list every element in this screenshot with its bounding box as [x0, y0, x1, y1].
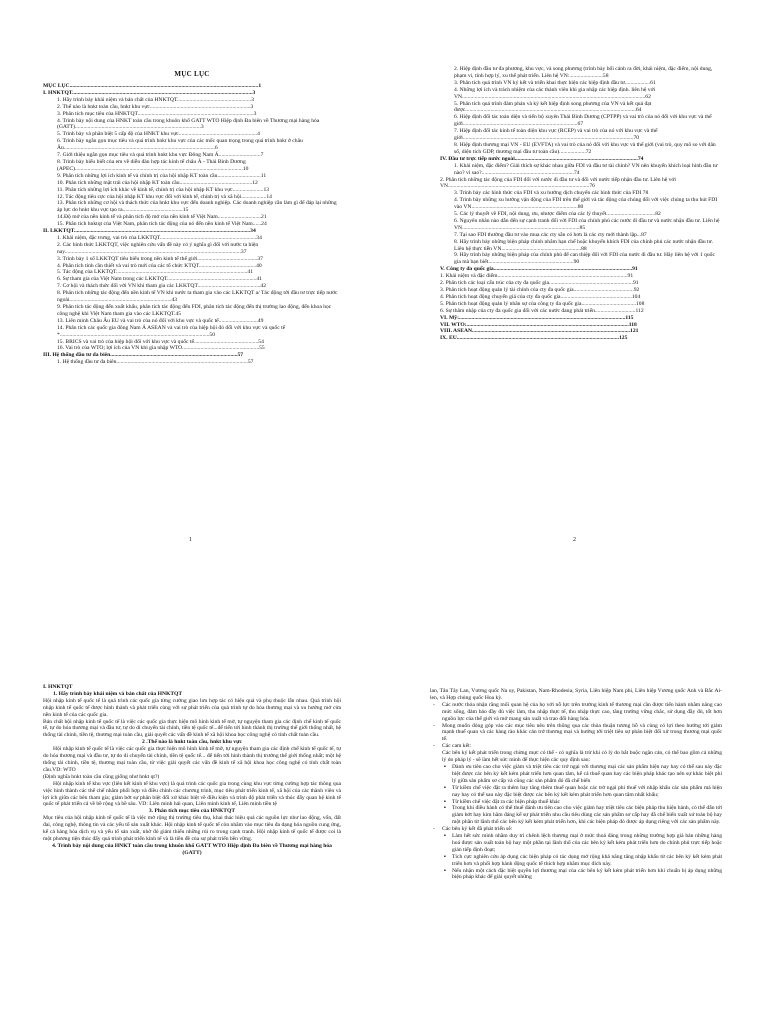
toc-entry[interactable]: 15. Phân tích hnktqt của Việt Nam, phân tích tác động của nó đến nền kinh tế Việt Nam......24	[57, 221, 267, 228]
toc-entry[interactable]: V. Công ty đa quốc gia...................................................................................................91	[440, 266, 638, 273]
toc-entry[interactable]: 6. Sự thâm nhập của cty đa quốc gia đối với các nước đang phát triển.............................112	[440, 307, 644, 314]
body-paragraph	[430, 750, 722, 764]
toc-entry[interactable]: 8. Phân tích những tác động đến nền kinh tế VN khi nước ta tham gia vào các LKKTQT a/ Tác động tới đầu tư trực tiếp nước ngoài.........................................................................43	[57, 290, 338, 304]
toc-entry[interactable]: 10. Phân tích những mặt trái của hội nhập KT toàn cầu....................................................12	[57, 179, 258, 186]
toc-entry[interactable]: 2. Hiệp định đầu tư đa phương, khu vực, và song phương (trình bày bối cảnh ra đời, khái niệm, đặc điểm, nội dung, phạm vi, tính hợp lý, xu thế phát triển. Liên hệ VN:........................58	[454, 66, 713, 79]
bullet-icon: ▪	[444, 784, 446, 791]
paragraph-text: Hội nhập kinh tế khu vực (liên kết kinh tế khu vực) là quá trình các quốc gia trong cùng khu vực từng cường hợp tác thông qua việc hình thành các thể chế nhằm phối hợp và điều chỉnh các chương trình, mục tiêu phát triển kinh tế, xã hội của các thành viên và lợi ích giữa các bên tham gia; giảm bớt sự phân biệt đối xử khác biệt về điều kiện và trình độ phát triển và thúc đẩy quan hệ kinh tế quốc tế phát triển cả về bề rộng và bề sâu. VD: Liên minh hải quan, Liên minh kinh tế, Liên minh tiền tệ	[43, 780, 341, 808]
toc-title: MỤC LỤC	[174, 70, 210, 78]
paragraph-text: 2 .Thế nào là hnkt toàn cầu, hnkt khu vực	[142, 739, 242, 746]
toc-entry[interactable]: 1. Khái niệm và đặc điểm.............................................................................................91	[440, 273, 634, 280]
toc-entry[interactable]: 2. Phân tích những tác động của FDI đối với nước đi đầu tư và đối với nước tiếp nhận đầu tư. Liên hệ với VN.....................................................................................................76	[440, 176, 676, 190]
toc-entry[interactable]: 8. Hiệp định thương mại VN - EU (EVFTA) và vai trò của nó đối với khu vực và thế giới (vai trò, quy mô so với dân số, diện tích GDP, thương mại đầu tư toàn cầu)...................72	[454, 141, 716, 155]
toc-entry[interactable]: 1. Khái niệm, đặc trưng, vai trò của LKKTQT.....................................................................34	[57, 234, 262, 241]
paragraph-text: Các bên ký kết phát triển trong chừng mực có thể - có nghĩa là trừ khi có lý do bắt buộc ngăn cản, có thể bao gồm cả những lý do pháp lý - sẽ làm hết sức mình để thực hiện các quy định sau:	[442, 750, 722, 764]
toc-entry[interactable]: 7. Tại sao FDI thường đầu tư vào mua các cty sẵn có hơn là các cty mới thành lập...87	[454, 231, 647, 238]
toc-entry[interactable]: 13. Liên minh Châu Âu EU và vai trò của nó đối với khu vực và quốc tế............................49	[57, 317, 264, 324]
paragraph-text: Mong muốn đóng góp vào các mục tiêu nêu trên thông qua các thỏa thuận tương hỗ và cùng có lợi theo hướng tới giảm mạnh thuế quan và các hàng rào khác cản trở thương mại và hướng tới triệt tiêu sự phân biệt đối xử trong thương mại quốc tế.	[442, 722, 722, 743]
toc-entry[interactable]: 5. Phân tích quá trình đàm phán và ký kết hiệp định song phương của VN và kết quả đạt được..........................................................................................................................64	[454, 100, 652, 114]
paragraph-text: Dành ưu tiên cao cho việc giảm và triệt tiêu các trở ngại với thương mại các sản phẩm hiện nay hay có thể sau này đặc biệt được các bên ký kết kém phát triển hơn quan tâm, kể cả thuế quan hay các biện pháp khác tạo nên sự khác biệt phi lý giữa sản phẩm sơ cấp và cũng các sản phẩm đó đã chế biến	[452, 763, 722, 784]
content-page-4	[430, 688, 722, 1024]
toc-entry[interactable]: VI. Mỹ:.......................................................................................................................115	[440, 314, 634, 321]
toc-entry[interactable]: 14. Phân tích các quốc gia đông Nam Á ASEAN và vai trò của hiệp hội đó đối với khu vực và quốc tế *...........................................................................................................50	[57, 324, 286, 338]
toc-entry[interactable]: 15. BRICS và vai trò của hiệp hội đối với khu vực và quốc tế..............................................54	[57, 338, 264, 345]
toc-entry[interactable]: 8. Hãy trình bày những biện pháp chính nhằm hạn chế hoặc khuyến khích FDI của chính phủ các nước nhận đầu tư. Liên hệ thực tiễn VN.........................................................88	[454, 238, 714, 252]
bullet-icon: ▪	[444, 798, 446, 805]
bullet-icon: ▪	[444, 805, 446, 812]
toc-entry[interactable]: 11. Phân tích những lợi ích khác về kinh tế, chính trị của hội nhập KT khu vực......................13	[57, 186, 270, 193]
paragraph-text: Từ kiềm chế việc đặt ra thêm hay tăng thêm thuế quan hoặc các trở ngại phi thuế với nhập khẩu các sản phẩm mà hiện nay hay có thể sau này đặc biệt được các bên ký kết kém phát triển hơn quan tâm nhất khẩu;	[452, 784, 722, 798]
body-paragraph	[43, 746, 341, 774]
toc-entry[interactable]: 13. Phân tích những cơ hội và thách thức của hnkt khu vực đến doanh nghiệp. Các doanh nghiệp cần làm gì để đáp lại những áp lực do hnkt khu vực tạo ra...........................................15	[57, 200, 337, 214]
toc-entry[interactable]: 3. Trình bày các hình thức của FDI và xu hướng dịch chuyển các hình thức của FDI 78	[454, 190, 649, 197]
body-paragraph	[430, 854, 722, 868]
page-number-2: 2	[573, 537, 576, 543]
body-paragraph	[430, 868, 722, 882]
toc-entry[interactable]: 5. Tác động của LKKTQT..............................................................................................41	[57, 269, 254, 276]
body-paragraph	[43, 684, 341, 691]
bullet-icon: -	[433, 722, 435, 729]
toc-entry[interactable]: 6. Trình bày ngắn gọn mục tiêu và quá trình hnkt khu vực của các mốc quan trọng trong quá trình hnkt ở châu Âu............................................................................................................6	[57, 138, 303, 152]
toc-entry[interactable]: 9. Hãy trình bày những biện pháp của chính phủ để can thiệp đối với FDI của nước đi đầu tư. Hãy liên hệ với 1 quốc gia mà bạn biết.............................................................90	[454, 252, 715, 266]
body-paragraph	[430, 688, 722, 702]
body-paragraph	[43, 719, 341, 740]
body-paragraph	[43, 691, 341, 698]
page-number-1: 1	[189, 537, 192, 543]
toc-entry[interactable]: 3. Phân tích mục tiêu của HNKTQT...................................................................................3	[57, 110, 257, 117]
content-page-3	[43, 684, 341, 1024]
content-body	[43, 684, 341, 857]
toc-entry[interactable]: 2. Phân tích các loại cấu trúc của cty đa quốc gia............................................................91	[440, 280, 639, 287]
toc-entry[interactable]: 7. Giới thiệu ngắn gọn mục tiêu và quá trình hnkt khu vực Đông Nam Á..............................7	[57, 152, 264, 159]
toc-entry[interactable]: 5. Trình bày và phân biệt 5 cấp độ của HNKT khu vực........................................................4	[57, 131, 260, 138]
paragraph-text: Trong khi điều hành có thể thuế đánh ưu tiên cao cho việc giảm hay triệt tiêu các biện pháp thu hiện hành, có thể dẫn tới giảm bớt hay kìm hãm đáng kể sự phát triển nhu cầu tiêu dùng các sản phẩm sơ cấp hay đã chế biến xuất xứ toàn bộ hay một phần từ lãnh thổ các bên ký kết kém phát triển hơn, khi các biện pháp đó được áp dụng riêng với các sản phẩm này.	[452, 805, 722, 826]
toc-entry[interactable]: 4. Phân tích tính cần thiết và vai trò mới của các tổ chức KTQT.........................................40	[57, 262, 262, 269]
toc-entry[interactable]: III. Hệ thống đầu tư đa biên...........................................................................................57	[43, 352, 244, 359]
body-paragraph	[430, 702, 722, 723]
toc-entry[interactable]: I. HNKTQT.................................................................................................................................3	[43, 89, 256, 96]
paragraph-text: I. HNKTQT	[43, 684, 73, 690]
toc-entry[interactable]: 6. Hiệp định đối tác toàn diện và tiến bộ xuyên Thái Bình Dương (CPTPP) và vai trò của nó đối với khu vực và thế giới..................................................................................67	[454, 114, 712, 128]
toc-entry[interactable]: 7. Cơ hội và thách thức đối với VN khi tham gia các LKKTQT.............................................42	[57, 283, 266, 290]
body-paragraph	[430, 805, 722, 826]
paragraph-text: Nếu nhận một cách đặc biệt quyền lợi thương mại của các bên ký kết kém phát triển hơn khi chuẩn bị áp dụng những biện pháp khác để giải quyết những	[452, 867, 722, 881]
paragraph-text: Hội nhập kinh tế quốc tế là việc các quốc gia thực hiện mô hình kinh tế mở, tự nguyện tham gia các định chế kinh tế quốc tế, tự do hóa thương mại và đầu tư, tự do di chuyển tài chính, tiền tệ quốc tế... để tiến tới hình thành thị trường thế giới thống nhất; một hệ thống tài chính, tiền tệ, thương mại toàn cầu, từ việc giải quyết các vấn đề kinh tế xã hội khoa học công nghệ có tính chất toàn cầu.VD: WTO	[43, 746, 341, 773]
toc-entry[interactable]: II. LKKTQT..............................................................................................................................34	[43, 228, 256, 235]
toc-entry[interactable]: 2. Thế nào là hnkt toàn cầu, hnkt khu vực........................................................................3	[57, 103, 254, 110]
body-paragraph	[43, 698, 341, 719]
toc-page-1	[43, 66, 341, 536]
toc-entry[interactable]: 4. Trình bày nội dung của HNKT toàn cầu trong khuôn khổ GATT WTO Hiệp định Đa biên về Thương mại hàng hóa (GATT)..........................................................................................3	[57, 117, 320, 131]
toc-entry[interactable]: 2. Các hình thức LKKTQT, việc nghiên cứu vấn đề này có ý nghĩa gì đối với nước ta hiện nay..............................................................................................................................37	[57, 241, 259, 255]
body-paragraph	[430, 764, 722, 785]
body-paragraph	[430, 723, 722, 744]
toc-entry[interactable]: 6. Sự tham gia của Việt Nam trong các LKKTQT................................................................41	[57, 276, 263, 283]
toc-entry[interactable]: VIII. ASEAN.................................................................................................................121	[440, 328, 639, 335]
paragraph-text: Tích cực nghiên cứu áp dụng các biện pháp có tác dụng mở rộng khả năng tăng nhập khẩu từ các bên ký kết kém phát triển hơn và phối hợp hành động quốc tế thích hợp nhằm mục đích này.	[452, 853, 722, 867]
toc-entry[interactable]: 3. Phân tích quá trình VN ký kết và triển khai thực hiện các hiệp định đầu tư..................61	[454, 79, 656, 86]
paragraph-text: Các cam kết:	[442, 743, 472, 750]
body-paragraph	[430, 833, 722, 854]
bullet-icon: -	[433, 826, 435, 833]
paragraph-text: 1. Hãy trình bày khái niệm và bản chất của HNKTQT	[53, 690, 183, 697]
toc-entry[interactable]: 6. Nguyên nhân nào dẫn đến sự cạnh tranh đối với FDI của chính phủ các nước đi đầu tư và nước nhận đầu tư. Liên hệ VN....................................................................................85	[454, 217, 720, 231]
body-paragraph	[43, 774, 341, 781]
paragraph-text: Bản chất hội nhập kinh tế quốc tế là việc các quốc gia thực hiện mô hình kinh tế mở, tự nguyện tham gia các định chế kinh tế quốc tế, tự do hóa thương mại và đầu tư, tự do di chuyển tài chính, tiền tệ quốc tế...để tiến tới hình thành thị trường thế giới thống nhất, hệ thống tài chính, tiền tệ, thương mại toàn cầu, giải quyết các vấn đề kinh tế xã hội khoa học công nghệ có tính chất toàn cầu.	[43, 718, 341, 739]
toc-entry[interactable]: 5. Phân tích hoạt động quản lý nhân sự của công ty đa quốc gia.......................................108	[440, 300, 645, 307]
toc-list	[440, 66, 722, 342]
body-paragraph	[430, 826, 722, 833]
toc-entry[interactable]: 16. Vai trò của WTO; lợi ích của VN khi gia nhập WTO.......................................................55	[57, 345, 265, 352]
paragraph-text: Các nước thỏa nhận rằng mối quan hệ của họ với nỗ lực trên trường kinh tế thương mại cần được tiến hành nhằm nâng cao mức sống, đảm bảo đầy đủ việc làm, thu nhập thực tế, thu nhập thực cao, tăng trưởng vững chắc, sử dụng đầy đủ, tốt hơn nguồn lực của thế giới và mở mang sản xuất và trao đổi hàng hóa.	[442, 701, 722, 722]
bullet-icon: ▪	[444, 833, 446, 840]
bullet-icon: ▪	[444, 867, 446, 874]
toc-entry[interactable]: IV. Đầu tư trực tiếp nước ngoài........................................................................................74	[440, 155, 644, 162]
toc-entry[interactable]: MỤC LỤC.......................................................................................................................................1	[43, 83, 262, 89]
toc-entry[interactable]: 4. Những lợi ích và trách nhiệm của các thành viên khi gia nhập các hiệp định. liên hệ với VN...................................................................................................................................62	[454, 86, 656, 100]
toc-entry[interactable]: 8. Trình bày hiểu biết của em về diễn đàn hợp tác kinh tế châu Á - Thái Bình Dương (APEC)........................................................................................................................10	[57, 158, 249, 172]
body-paragraph	[43, 843, 341, 857]
paragraph-text: (Định nghĩa hnkt toàn cầu cũng giống như hnkt qt?)	[43, 773, 160, 780]
toc-page-2	[440, 66, 722, 536]
paragraph-text: 3. Phân tích mục tiêu của HNKTQT	[148, 808, 236, 815]
toc-entry[interactable]: IX. EU....................................................................................................................125	[440, 335, 628, 342]
paragraph-text: Hội nhập kinh tế quốc tế là quá trình các quốc gia từng cường giao lưu hợp tác có hiệu quả và phụ thuộc lẫn nhau. Quá trình hội nhập kinh tế quốc tế được hình thành và phát triển cùng với sự phát triển của quá trình tự do hóa thương mại và xu hướng mở cửa nền kinh tế của các quốc gia.	[43, 697, 341, 718]
toc-entry[interactable]: 3. Phân tích hoạt động quản lý tài chính của cty đa quốc gia...........................................92	[440, 287, 640, 293]
toc-entry[interactable]: 1. Hệ thống đầu tư đa biên..............................................................................................57	[57, 359, 254, 366]
paragraph-text: Từ kiềm chế việc đặt ra các biện pháp thuế khác	[452, 798, 561, 805]
toc-list	[43, 83, 341, 366]
toc-entry[interactable]: 1. Hãy trình bày khái niệm và bản chất của HNKTQT.....................................................3	[57, 96, 254, 103]
body-paragraph	[43, 781, 341, 809]
content-body	[430, 688, 722, 881]
body-paragraph	[43, 815, 341, 843]
paragraph-text: Làm hết sức mình nhằm duy trì chênh lệch thương mại ở mức thoả đáng trong những trường hợp giá bán những hàng hoá được sản xuất toàn bộ hay một phần tại lãnh thổ của các bên ký kết kém phát triển hơn do chính phủ trực tiếp hoặc gián tiếp định đoạt;	[452, 833, 722, 853]
toc-entry[interactable]: 4. Phân tích hoạt động chuyển giá của cty đa quốc gia...................................................104	[440, 293, 641, 300]
paragraph-text: lan, Tân Tây Lan, Vương quốc Na uy, Pakistan, Nam-Rhodesia, Syria, Liên hiệp Nam phi, Liên hiệp Vương quốc Anh và Bắc Ai-len, và Hợp chủng quốc Hoa kỳ.	[430, 688, 722, 701]
toc-entry[interactable]: 4. Trình bày những xu hướng vận động của FDI trên thế giới và tác động của chúng đối với việc chúng ta thu hút FDI vào VN............................................................................80	[454, 197, 718, 211]
toc-entry[interactable]: 7. Hiệp định đối tác kinh tế toàn diện khu vực (RCEP) và vai trò của nó với khu vực và thế giới..........................................................................................................................70	[454, 128, 658, 142]
toc-entry[interactable]: VII. WTO:....................................................................................................................118	[440, 321, 637, 328]
toc-entry[interactable]: 9. Phân tích những lợi ích kinh tế và chính trị của hội nhập KT toàn cầu...............................11	[57, 172, 267, 179]
paragraph-text: 4. Trình bày nội dung của HNKT toàn cầu trong khuôn khổ GATT WTO Hiệp định Đa biên về Thương mại hàng hóa (GATT)	[52, 842, 332, 856]
paragraph-text: Các bên ký kết đã phát triển sẽ:	[442, 826, 513, 833]
toc-entry[interactable]: 5. Các lý thuyết về FDI, nội dung, ưu, nhược điểm của các lý thuyết...................................82	[454, 211, 661, 218]
toc-entry[interactable]: 12. Tác động tiêu cực của hội nhập KT khu vực đối với kinh tế, chính trị và xã hội..................14	[57, 193, 272, 200]
toc-entry[interactable]: 3. Trình bày 1 số LKKTQT tiêu biểu trong nền kinh tế thế giới...........................................37	[57, 255, 263, 262]
bullet-icon: -	[433, 743, 435, 750]
toc-entry[interactable]: 9. Phân tích tác động đến xuất khẩu, phân tích tác động đến FDI, phân tích tác động đến thị trường lao động, đến khoa học công nghệ khi Việt Nam tham gia vào các LKKTQT.45	[57, 304, 332, 317]
bullet-icon: ▪	[444, 763, 446, 770]
bullet-icon: ▪	[444, 853, 446, 860]
body-paragraph	[430, 785, 722, 799]
toc-entry[interactable]: 1. Khái niệm, đặc điểm? Giải thích sự khác nhau giữa FDI và đầu tư tài chính? VN nên khuyến khích loại hình đầu tư nào? vì sao?..................................................................74	[454, 162, 718, 176]
paragraph-text: Mục tiêu của hội nhập kinh tế quốc tế là việc mở rộng thị trường tiêu thụ, khai thác hiệu quả các nguồn lực như lao động, vốn, đất đai, công nghệ, thông tin và các yếu tố sản xuất khác. Hội nhập kinh tế quốc tế còn nhằm vào mục tiêu đa dạng hóa nguồn cung ứng, kể cả hàng hóa dịch vụ và yếu tố sản xuất, nhờ đó giảm thiểu những rủi ro trong cạnh tranh. Hội nhập kinh tế quốc tế được coi là một phương tiện thúc đẩy quá trình phát triển kinh tế và là tiền đề của sự phát triển bền vững.	[43, 815, 341, 842]
bullet-icon: -	[433, 701, 435, 708]
toc-entry[interactable]: 14.Độ mở của nền kinh tế và phân tích độ mở của nền kinh tế Việt Nam...............................21	[57, 214, 267, 221]
